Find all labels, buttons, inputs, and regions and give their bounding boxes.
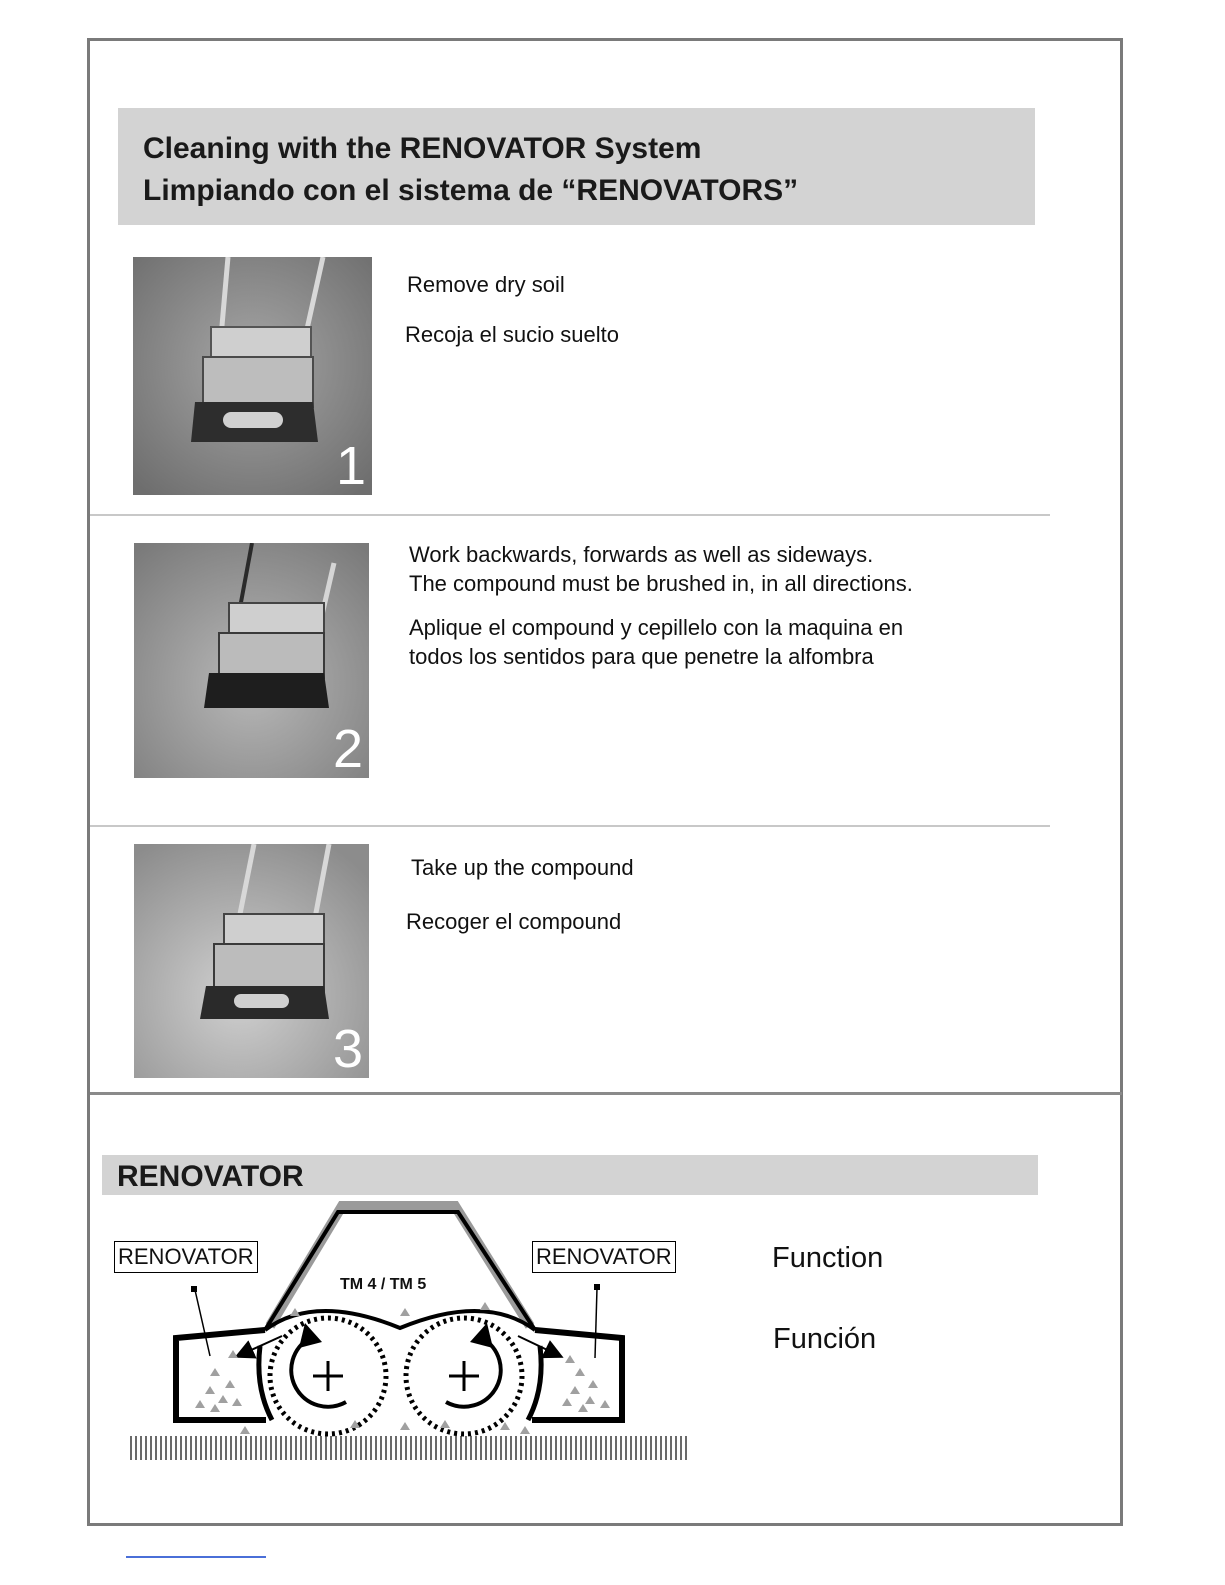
step-2-text-spanish-2: todos los sentidos para que penetre la alfombra — [409, 644, 874, 669]
step-2-text-english-1: Work backwards, forwards as well as sideways. — [409, 542, 874, 567]
step-3-text-english: Take up the compound — [411, 855, 634, 880]
page-title-english: Cleaning with the RENOVATOR System — [143, 132, 702, 165]
step-2-photo — [134, 543, 369, 778]
step-3-photo — [134, 844, 369, 1078]
title-banner — [118, 108, 1035, 225]
step-2-number: 2 — [332, 719, 363, 778]
diagram-label-left: RENOVATOR — [114, 1241, 258, 1273]
step-3-number: 3 — [332, 1019, 363, 1078]
step-1-text-spanish: Recoja el sucio suelto — [405, 322, 620, 347]
function-label-spanish: Función — [773, 1323, 877, 1355]
page-title-spanish: Limpiando con el sistema de “RENOVATORS” — [143, 174, 799, 207]
divider — [90, 514, 1050, 516]
section-divider — [90, 1092, 1122, 1095]
divider — [90, 825, 1050, 827]
renovator-diagram — [100, 1198, 700, 1468]
step-1-photo — [133, 257, 372, 495]
step-3-text-spanish: Recoger el compound — [406, 909, 622, 934]
section-title: RENOVATOR — [117, 1160, 304, 1193]
function-label-english: Function — [772, 1242, 884, 1274]
step-2-text-english-2: The compound must be brushed in, in all directions. — [409, 571, 913, 596]
section-banner — [102, 1155, 1038, 1195]
step-1-number: 1 — [335, 436, 366, 495]
diagram-machine-label: TM 4 / TM 5 — [340, 1276, 427, 1293]
footer-line — [126, 1556, 266, 1558]
diagram-label-right: RENOVATOR — [532, 1241, 676, 1273]
step-1-text-english: Remove dry soil — [407, 272, 565, 297]
step-2-text-spanish-1: Aplique el compound y cepillelo con la maquina en — [409, 615, 904, 640]
